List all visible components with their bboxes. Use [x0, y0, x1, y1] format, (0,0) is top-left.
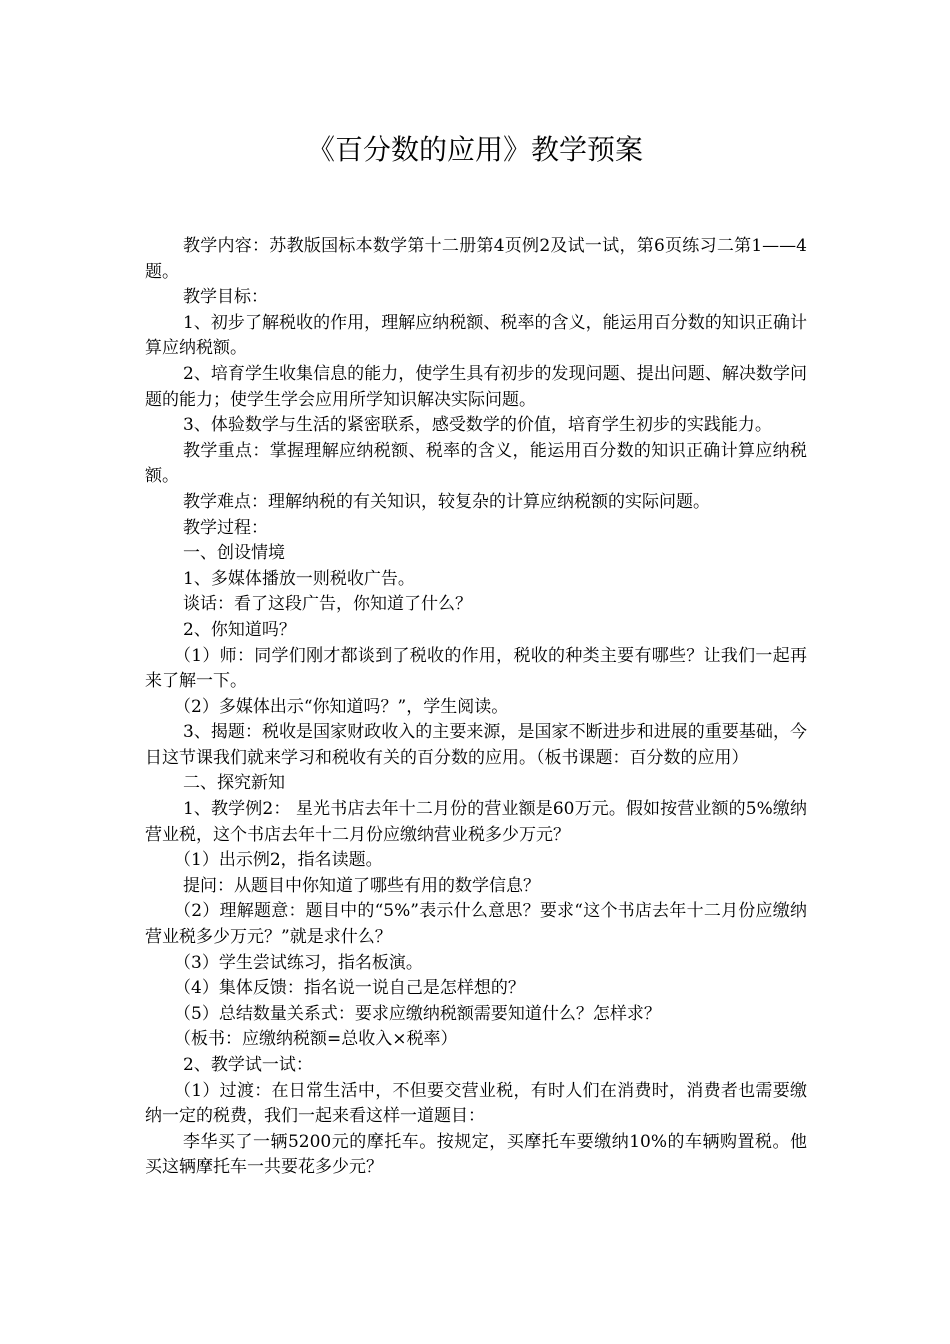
section-heading-1: 一、创设情境 [183, 543, 285, 564]
paragraph-goal-2: 2、培育学生收集信息的能力，使学生具有初步的发现问题、提出问题、解决数学问题的能力；使学生学会应用所学知识解决实际问题。 [145, 363, 807, 410]
paragraph-item: 3、揭题：税收是国家财政收入的主要来源，是国家不断进步和进展的重要基础，今日这节课我们就来学习和税收有关的百分数的应用。（板书课题：百分数的应用） [145, 722, 807, 768]
section-heading-2: 二、探究新知 [183, 773, 285, 794]
paragraph-item: 谈话：看了这段广告，你知道了什么？ [183, 594, 472, 615]
paragraph-item: 1、多媒体播放一则税收广告。 [183, 568, 415, 589]
paragraph-key-points: 教学重点：掌握理解应纳税额、税率的含义，能运用百分数的知识正确计算应纳税额。 [145, 440, 807, 487]
paragraph-problem: 李华买了一辆5200元的摩托车。按规定，买摩托车要缴纳10%的车辆购置税。他买这辆摩托车一共要花多少元？ [145, 1131, 807, 1178]
paragraph-item: 2、教学试一试： [183, 1055, 313, 1075]
document-title: 《百分数的应用》教学预案 [306, 133, 643, 166]
paragraph-process-heading: 教学过程： [183, 517, 268, 538]
paragraph-item: 提问：从题目中你知道了哪些有用的数学信息？ [183, 875, 540, 896]
paragraph-item: （1）出示例2，指名读题。 [174, 850, 383, 871]
paragraph-teaching-content: 教学内容：苏教版国标本数学第十二册第4页例2及试一试，第6页练习二第1——4题。 [145, 236, 807, 282]
paragraph-item: （3）学生尝试练习，指名板演。 [174, 952, 423, 973]
paragraph-goal-3: 3、体验数学与生活的紧密联系，感受数学的价值，培育学生初步的实践能力。 [183, 415, 772, 436]
document-body [145, 234, 807, 1181]
paragraph-formula: （板书：应缴纳税额=总收入×税率） [174, 1029, 458, 1050]
paragraph-item: （2）多媒体出示“你知道吗？”，学生阅读。 [174, 696, 509, 717]
paragraph-item: 2、你知道吗？ [183, 619, 296, 640]
paragraph-item: （4）集体反馈：指名说一说自己是怎样想的？ [174, 978, 525, 999]
paragraph-item: （5）总结数量关系式：要求应缴纳税额需要知道什么？怎样求？ [174, 1003, 661, 1024]
paragraph-goal-1: 1、初步了解税收的作用，理解应纳税额、税率的含义，能运用百分数的知识正确计算应纳税额。 [145, 312, 807, 359]
paragraph-item: （1）过渡：在日常生活中，不但要交营业税，有时人们在消费时，消费者也需要缴纳一定的税费，我们一起来看这样一道题目： [145, 1080, 807, 1127]
paragraph-item: （1）师：同学们刚才都谈到了税收的作用，税收的种类主要有哪些？让我们一起再来了解一下。 [145, 645, 807, 692]
paragraph-difficulties: 教学难点：理解纳税的有关知识，较复杂的计算应纳税额的实际问题。 [183, 491, 710, 512]
paragraph-teaching-goals-heading: 教学目标： [183, 287, 268, 308]
paragraph-item: （2）理解题意：题目中的“5%”表示什么意思？要求“这个书店去年十二月份应缴纳营业税多少万元？”就是求什么？ [145, 901, 807, 948]
paragraph-example-2: 1、教学例2： 星光书店去年十二月份的营业额是60万元。假如按营业额的5%缴纳营业税，这个书店去年十二月份应缴纳营业税多少万元？ [145, 799, 807, 845]
